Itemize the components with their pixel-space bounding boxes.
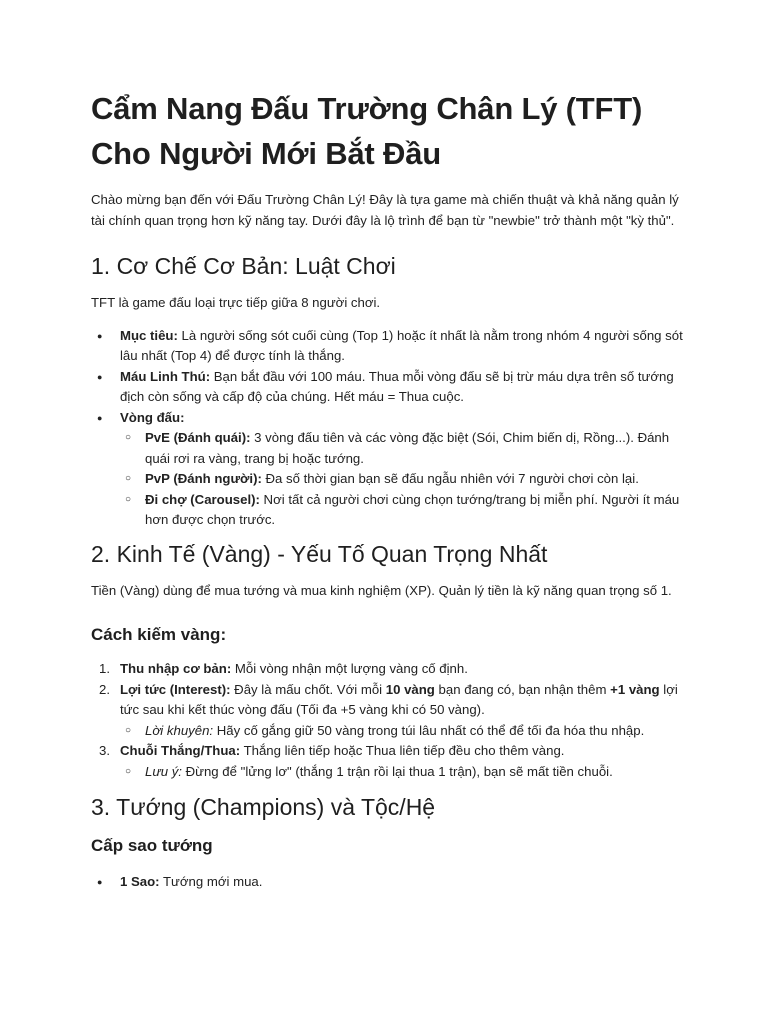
item-label: Lưu ý: xyxy=(145,763,182,779)
item-text: 3 vòng đấu tiên và các vòng đặc biệt (Sói, Chim biến dị, Rồng...). Đánh quái rơi ra vàng, trang bị hoặc tướng. xyxy=(145,430,670,466)
list-item xyxy=(91,367,694,408)
item-number: 2. xyxy=(99,681,110,697)
item-text: Là người sống sót cuối cùng (Top 1) hoặc ít nhất là nằm trong nhóm 4 người sống sót lâu nhất (Top 4) để được tính là thắng. xyxy=(120,327,683,363)
item-label: 1 Sao: xyxy=(120,874,160,889)
item-label: PvP (Đánh người): xyxy=(145,471,262,486)
item-bold: +1 vàng xyxy=(610,681,660,697)
list-item xyxy=(120,428,694,469)
section-3-heading: 3. Tướng (Champions) và Tộc/Hệ xyxy=(91,794,436,820)
item-number: 3. xyxy=(99,743,110,758)
item-text: Đa số thời gian bạn sẽ đấu ngẫu nhiên với 7 người chơi còn lại. xyxy=(261,471,639,486)
list-item xyxy=(91,659,694,680)
item-label: PvE (Đánh quái): xyxy=(145,430,251,445)
list-item xyxy=(91,326,694,367)
item-text: Nơi tất cả người chơi cùng chọn tướng/trang bị miễn phí. Người ít máu hơn được chọn trước. xyxy=(145,491,680,527)
item-text: Đừng để "lửng lơ" (thắng 1 trận rồi lại thua 1 trận), bạn sẽ mất tiền chuỗi. xyxy=(181,763,613,779)
section-2-paragraph: Tiền (Vàng) dùng để mua tướng và mua kinh nghiệm (XP). Quản lý tiền là kỹ năng quan trọng số 1. xyxy=(91,582,672,598)
section-2-heading: 2. Kinh Tế (Vàng) - Yếu Tố Quan Trọng Nhất xyxy=(91,540,548,567)
list-item xyxy=(91,741,694,782)
item-text: Đây là mấu chốt. Với mỗi xyxy=(230,681,386,697)
item-label: Lợi tức (Interest): xyxy=(120,681,231,697)
list-item xyxy=(120,721,694,742)
intro-paragraph: Chào mừng bạn đến với Đấu Trường Chân Lý! Đây là tựa game mà chiến thuật và khả năng quản lý tài chính quan trọng hơn kỹ năng tay. Dưới đây là lộ trình để bạn từ "newbie" trở thành một "kỳ thủ". xyxy=(91,192,679,228)
rounds-sublist xyxy=(120,428,694,531)
item-label: Vòng đấu: xyxy=(120,409,185,425)
item-text: lợi tức sau khi kết thúc vòng đấu (Tối đa +5 vàng khi có 50 vàng). xyxy=(120,681,678,717)
list-item xyxy=(120,469,694,490)
item-text: Hãy cố gắng giữ 50 vàng trong túi lâu nhất có thể để tối đa hóa thu nhập. xyxy=(213,722,645,738)
item-bold: 10 vàng xyxy=(385,681,435,697)
list-item xyxy=(91,872,694,893)
list-item xyxy=(91,408,694,429)
item-text: Thắng liên tiếp hoặc Thua liên tiếp đều cho thêm vàng. xyxy=(240,743,565,758)
item-text: Mỗi vòng nhận một lượng vàng cố định. xyxy=(231,661,468,676)
item-label: Thu nhập cơ bản: xyxy=(120,661,232,676)
page-title: Cẩm Nang Đấu Trường Chân Lý (TFT) Cho Người Mới Bắt Đầu xyxy=(91,91,643,171)
item-text: Tướng mới mua. xyxy=(159,874,263,889)
item-label: Đi chợ (Carousel): xyxy=(145,491,260,507)
section-1-heading: 1. Cơ Chế Cơ Bản: Luật Chơi xyxy=(91,253,396,279)
section-1-paragraph: TFT là game đấu loại trực tiếp giữa 8 người chơi. xyxy=(91,295,381,310)
item-label: Máu Linh Thú: xyxy=(120,368,211,384)
income-list xyxy=(91,659,694,782)
item-number: 1. xyxy=(99,661,110,676)
list-item xyxy=(120,762,694,783)
section-1-list xyxy=(91,326,694,429)
interest-sublist xyxy=(120,721,694,742)
item-text: Bạn bắt đầu với 100 máu. Thua mỗi vòng đấu sẽ bị trừ máu dựa trên số tướng địch còn sống và cấp độ của chúng. Hết máu = Thua cuộc. xyxy=(120,368,674,404)
list-item xyxy=(91,680,694,742)
section-3-list xyxy=(91,872,694,893)
section-3-subheading: Cấp sao tướng xyxy=(91,836,213,855)
item-label: Lời khuyên: xyxy=(145,722,214,738)
section-2-subheading: Cách kiếm vàng: xyxy=(91,625,227,644)
item-label: Chuỗi Thắng/Thua: xyxy=(120,743,241,758)
streak-sublist xyxy=(120,762,694,783)
item-text: bạn đang có, bạn nhận thêm xyxy=(434,681,611,697)
item-label: Mục tiêu: xyxy=(120,327,178,343)
list-item xyxy=(120,490,694,531)
